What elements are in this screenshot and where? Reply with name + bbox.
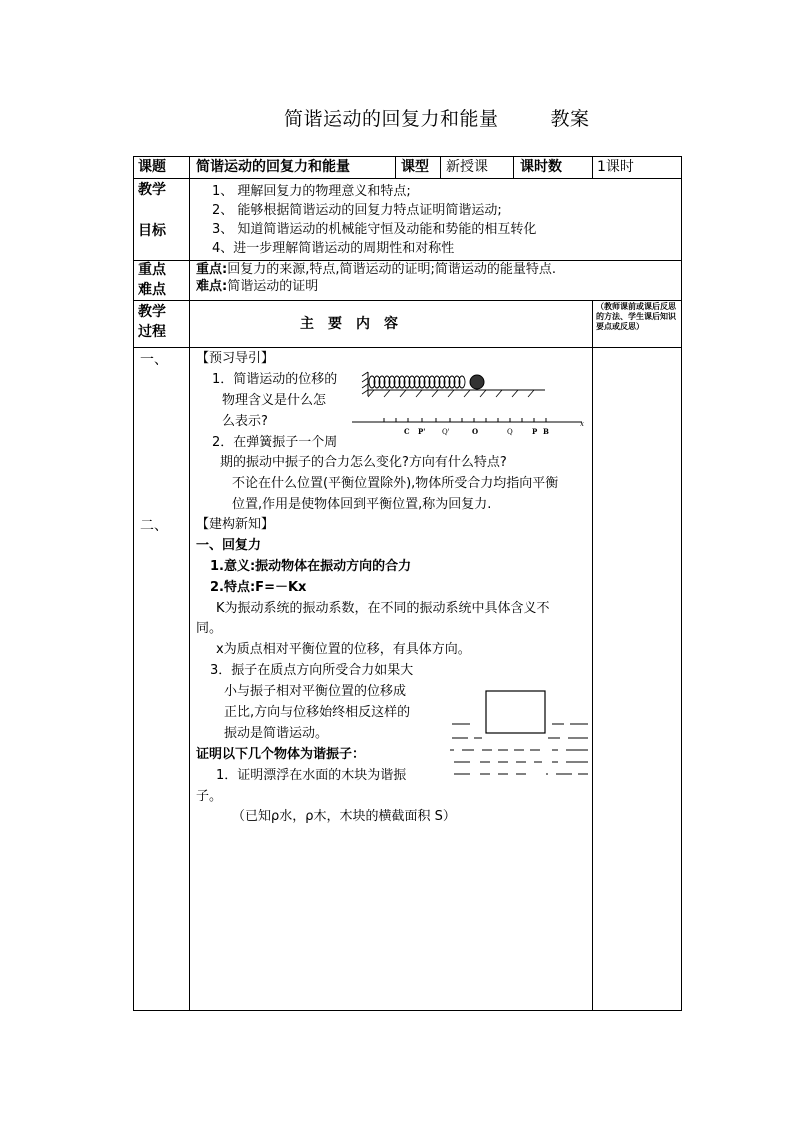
type-label: 课型 [401,159,429,175]
table-rule [395,156,396,178]
key-point-line [196,261,556,279]
keypoints-label-top: 重点 [138,262,166,278]
wood-block [486,691,545,733]
section2-heading-restoring-force: 一、回复力 [196,538,262,553]
document-title [284,104,590,131]
goals-list [212,182,536,258]
proof1-line1: 1．证明漂浮在水面的木块为谐振 [216,768,407,783]
oscillator-ball [470,375,484,389]
table-rule [513,156,514,178]
proof1-line2: 子。 [196,789,223,804]
content-heading: 主 要 内 容 [300,316,398,332]
section1-number: 一、 [140,352,168,368]
prove-heading: 证明以下几个物体为谐振子： [196,747,366,762]
type-value: 新授课 [446,159,488,175]
table-rule [592,300,593,1011]
axis-label-p-prime: P' [418,427,426,436]
table-border-right [681,156,682,1011]
axis-ticks [384,418,546,422]
key-text: 回复力的来源,特点,简谐运动的证明;简谐运动的能量特点. [227,262,556,277]
goal-item: 4、进一步理解简谐运动的周期性和对称性 [212,241,455,256]
q1-line2: 物理含义是什么怎 [222,393,327,408]
process-label-top: 教学 [138,304,166,320]
spring-oscillator-diagram [350,364,590,444]
table-rule [592,156,593,178]
q1-line1: 1．简谐运动的位移的 [212,372,338,387]
difficulty-line [196,278,318,296]
topic-label: 课题 [138,159,166,175]
axis-label-p: P [532,427,538,436]
title-main: 简谐运动的回复力和能量 [284,108,499,130]
goal-item: 1、 理解回复力的物理意义和特点; [212,184,411,199]
axis-label-b: B [543,427,549,436]
difficulty-text: 简谐运动的证明 [227,279,319,294]
goals-label-top: 教学 [138,182,166,198]
teacher-note: （教师课前或课后反思的方法、学生课后知识要点或反思） [596,302,676,331]
x-explanation: x为质点相对平衡位置的位移，有具体方向。 [216,642,471,657]
condition-line4: 振动是简谐运动。 [224,726,329,741]
axis-label-q: Q [507,428,513,436]
q2-line2: 期的振动中振子的合力怎么变化?方向有什么特点? [220,455,507,470]
k-explanation-line1: K为振动系统的振动系数，在不同的振动系统中具体含义不 [216,601,550,616]
title-suffix: 教案 [550,108,590,130]
difficulty-label: 难点: [196,279,228,294]
condition-line3: 正比,方向与位移始终相反这样的 [224,705,411,720]
table-rule [440,156,441,178]
axis-label-q-prime: Q' [442,428,450,436]
section2-number: 二、 [140,518,168,534]
given-line: （已知ρ水，ρ木，木块的横截面积 S） [232,809,456,824]
table-border-left [133,156,134,1011]
process-label-bottom: 过程 [138,324,166,340]
feature-line: 2.特点:F=－Kx [210,580,307,595]
q2-line1: 2．在弹簧振子一个周 [212,435,338,450]
section2-header: 【建构新知】 [196,517,275,532]
hours-value: 1课时 [597,159,634,175]
goal-item: 2、 能够根据简谐运动的回复力特点证明简谐运动; [212,203,502,218]
ground-hatch [368,390,534,397]
keypoints-label-bottom: 难点 [138,282,166,298]
hours-label: 课时数 [520,159,562,175]
axis-label-o: O [472,427,479,436]
wall-hatch [362,372,368,394]
floating-block-diagram [448,686,590,782]
q1-line3: 么表示? [222,414,268,429]
table-border-bottom [133,1010,682,1011]
goals-label-bottom: 目标 [138,223,166,239]
a2-line1: 不论在什么位置(平衡位置除外),物体所受合力均指向平衡 [232,476,559,491]
section1-header: 【预习导引】 [196,351,275,366]
key-label: 重点: [196,262,228,277]
topic-value: 简谐运动的回复力和能量 [196,159,350,175]
spring-coil [369,376,465,388]
table-rule [133,300,682,301]
condition-line2: 小与振子相对平衡位置的位移成 [224,684,407,699]
goal-item: 3、 知道简谐运动的机械能守恒及动能和势能的相互转化 [212,222,537,237]
table-rule [133,178,682,179]
axis-label-c: C [404,427,410,436]
condition-line1: 3．振子在质点方向所受合力如果大 [210,663,414,678]
k-explanation-line2: 同。 [196,621,223,636]
meaning-line: 1.意义:振动物体在振动方向的合力 [210,559,412,574]
a2-line2: 位置,作用是使物体回到平衡位置,称为回复力. [232,497,492,512]
table-border-top [133,156,682,157]
table-rule [189,156,190,1011]
axis-label-x: x [580,420,584,428]
